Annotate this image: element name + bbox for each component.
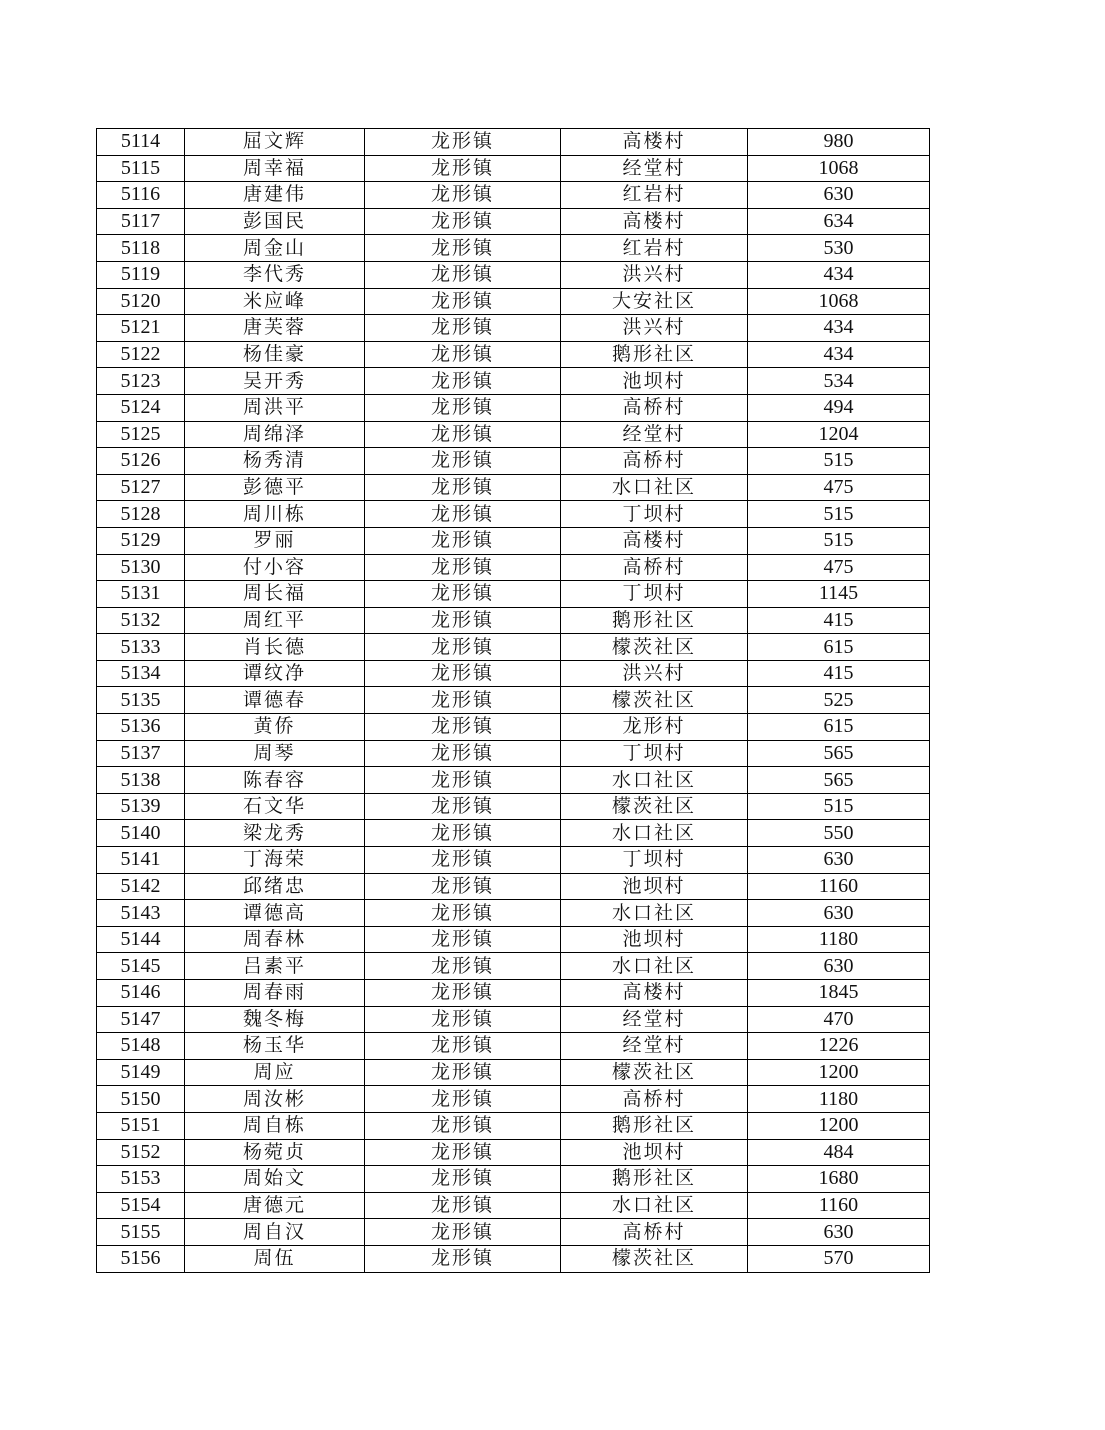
amount-cell: 565 xyxy=(748,740,930,767)
table-row xyxy=(97,687,930,714)
table-row xyxy=(97,1006,930,1033)
serial-number-cell: 5132 xyxy=(97,607,185,634)
table-row xyxy=(97,740,930,767)
town-cell: 龙形镇 xyxy=(365,980,561,1007)
serial-number-cell: 5141 xyxy=(97,847,185,874)
town-cell: 龙形镇 xyxy=(365,235,561,262)
amount-cell: 634 xyxy=(748,208,930,235)
town-cell: 龙形镇 xyxy=(365,368,561,395)
town-cell: 龙形镇 xyxy=(365,607,561,634)
name-cell: 周川栋 xyxy=(185,501,365,528)
serial-number-cell: 5150 xyxy=(97,1086,185,1113)
table-row xyxy=(97,421,930,448)
village-cell: 红岩村 xyxy=(561,235,748,262)
village-cell: 池坝村 xyxy=(561,1139,748,1166)
town-cell: 龙形镇 xyxy=(365,767,561,794)
table-row xyxy=(97,182,930,209)
village-cell: 高桥村 xyxy=(561,554,748,581)
name-cell: 彭国民 xyxy=(185,208,365,235)
serial-number-cell: 5137 xyxy=(97,740,185,767)
amount-cell: 515 xyxy=(748,527,930,554)
town-cell: 龙形镇 xyxy=(365,1086,561,1113)
amount-cell: 565 xyxy=(748,767,930,794)
name-cell: 陈春容 xyxy=(185,767,365,794)
town-cell: 龙形镇 xyxy=(365,182,561,209)
amount-cell: 534 xyxy=(748,368,930,395)
name-cell: 谭德春 xyxy=(185,687,365,714)
town-cell: 龙形镇 xyxy=(365,847,561,874)
serial-number-cell: 5152 xyxy=(97,1139,185,1166)
table-row xyxy=(97,820,930,847)
table-row xyxy=(97,1033,930,1060)
amount-cell: 530 xyxy=(748,235,930,262)
name-cell: 彭德平 xyxy=(185,474,365,501)
serial-number-cell: 5121 xyxy=(97,315,185,342)
name-cell: 邱绪忠 xyxy=(185,873,365,900)
name-cell: 丁海荣 xyxy=(185,847,365,874)
name-cell: 唐建伟 xyxy=(185,182,365,209)
serial-number-cell: 5123 xyxy=(97,368,185,395)
amount-cell: 630 xyxy=(748,900,930,927)
table-row xyxy=(97,1245,930,1272)
village-cell: 高桥村 xyxy=(561,448,748,475)
table-row xyxy=(97,980,930,1007)
amount-cell: 1845 xyxy=(748,980,930,1007)
table-row xyxy=(97,501,930,528)
serial-number-cell: 5127 xyxy=(97,474,185,501)
serial-number-cell: 5149 xyxy=(97,1059,185,1086)
table-row xyxy=(97,235,930,262)
amount-cell: 415 xyxy=(748,660,930,687)
name-cell: 周琴 xyxy=(185,740,365,767)
table-row xyxy=(97,527,930,554)
table-row xyxy=(97,1192,930,1219)
amount-cell: 1226 xyxy=(748,1033,930,1060)
town-cell: 龙形镇 xyxy=(365,527,561,554)
amount-cell: 494 xyxy=(748,394,930,421)
town-cell: 龙形镇 xyxy=(365,1033,561,1060)
table-row xyxy=(97,1112,930,1139)
table-row xyxy=(97,714,930,741)
table-row xyxy=(97,261,930,288)
serial-number-cell: 5151 xyxy=(97,1112,185,1139)
town-cell: 龙形镇 xyxy=(365,660,561,687)
amount-cell: 515 xyxy=(748,501,930,528)
name-cell: 周应 xyxy=(185,1059,365,1086)
village-cell: 洪兴村 xyxy=(561,261,748,288)
serial-number-cell: 5130 xyxy=(97,554,185,581)
table-row xyxy=(97,953,930,980)
table-row xyxy=(97,607,930,634)
name-cell: 屈文辉 xyxy=(185,129,365,156)
village-cell: 池坝村 xyxy=(561,926,748,953)
serial-number-cell: 5128 xyxy=(97,501,185,528)
name-cell: 石文华 xyxy=(185,793,365,820)
village-cell: 大安社区 xyxy=(561,288,748,315)
serial-number-cell: 5117 xyxy=(97,208,185,235)
village-cell: 檬茨社区 xyxy=(561,687,748,714)
town-cell: 龙形镇 xyxy=(365,1245,561,1272)
table-row xyxy=(97,1059,930,1086)
name-cell: 周洪平 xyxy=(185,394,365,421)
serial-number-cell: 5122 xyxy=(97,341,185,368)
table-row xyxy=(97,847,930,874)
serial-number-cell: 5139 xyxy=(97,793,185,820)
village-cell: 丁坝村 xyxy=(561,740,748,767)
table-row xyxy=(97,554,930,581)
amount-cell: 1200 xyxy=(748,1059,930,1086)
name-cell: 杨秀清 xyxy=(185,448,365,475)
village-cell: 经堂村 xyxy=(561,1033,748,1060)
town-cell: 龙形镇 xyxy=(365,394,561,421)
name-cell: 周绵泽 xyxy=(185,421,365,448)
town-cell: 龙形镇 xyxy=(365,714,561,741)
village-cell: 丁坝村 xyxy=(561,847,748,874)
serial-number-cell: 5126 xyxy=(97,448,185,475)
serial-number-cell: 5144 xyxy=(97,926,185,953)
table-row xyxy=(97,634,930,661)
table-row xyxy=(97,1219,930,1246)
name-cell: 周幸福 xyxy=(185,155,365,182)
serial-number-cell: 5133 xyxy=(97,634,185,661)
town-cell: 龙形镇 xyxy=(365,208,561,235)
serial-number-cell: 5124 xyxy=(97,394,185,421)
village-cell: 经堂村 xyxy=(561,421,748,448)
serial-number-cell: 5145 xyxy=(97,953,185,980)
village-cell: 檬茨社区 xyxy=(561,1059,748,1086)
table-row xyxy=(97,368,930,395)
town-cell: 龙形镇 xyxy=(365,953,561,980)
village-cell: 丁坝村 xyxy=(561,581,748,608)
amount-cell: 980 xyxy=(748,129,930,156)
serial-number-cell: 5154 xyxy=(97,1192,185,1219)
village-cell: 高楼村 xyxy=(561,980,748,1007)
town-cell: 龙形镇 xyxy=(365,687,561,714)
town-cell: 龙形镇 xyxy=(365,315,561,342)
village-cell: 鹅形社区 xyxy=(561,1166,748,1193)
name-cell: 周汝彬 xyxy=(185,1086,365,1113)
village-cell: 高桥村 xyxy=(561,1086,748,1113)
name-cell: 魏冬梅 xyxy=(185,1006,365,1033)
serial-number-cell: 5143 xyxy=(97,900,185,927)
name-cell: 杨菀贞 xyxy=(185,1139,365,1166)
serial-number-cell: 5119 xyxy=(97,261,185,288)
town-cell: 龙形镇 xyxy=(365,474,561,501)
serial-number-cell: 5140 xyxy=(97,820,185,847)
table-row xyxy=(97,288,930,315)
village-cell: 洪兴村 xyxy=(561,660,748,687)
town-cell: 龙形镇 xyxy=(365,155,561,182)
village-cell: 鹅形社区 xyxy=(561,607,748,634)
amount-cell: 630 xyxy=(748,953,930,980)
serial-number-cell: 5114 xyxy=(97,129,185,156)
amount-cell: 475 xyxy=(748,554,930,581)
serial-number-cell: 5116 xyxy=(97,182,185,209)
table-row xyxy=(97,873,930,900)
table-row xyxy=(97,155,930,182)
town-cell: 龙形镇 xyxy=(365,793,561,820)
amount-cell: 1068 xyxy=(748,288,930,315)
name-cell: 唐芙蓉 xyxy=(185,315,365,342)
village-cell: 红岩村 xyxy=(561,182,748,209)
village-cell: 水口社区 xyxy=(561,1192,748,1219)
table-row xyxy=(97,1139,930,1166)
amount-cell: 475 xyxy=(748,474,930,501)
amount-cell: 630 xyxy=(748,1219,930,1246)
table-row xyxy=(97,315,930,342)
serial-number-cell: 5134 xyxy=(97,660,185,687)
table-row xyxy=(97,341,930,368)
name-cell: 梁龙秀 xyxy=(185,820,365,847)
amount-cell: 1160 xyxy=(748,873,930,900)
town-cell: 龙形镇 xyxy=(365,820,561,847)
name-cell: 杨玉华 xyxy=(185,1033,365,1060)
town-cell: 龙形镇 xyxy=(365,501,561,528)
table-row xyxy=(97,660,930,687)
town-cell: 龙形镇 xyxy=(365,1059,561,1086)
amount-cell: 1160 xyxy=(748,1192,930,1219)
amount-cell: 550 xyxy=(748,820,930,847)
amount-cell: 434 xyxy=(748,261,930,288)
amount-cell: 1145 xyxy=(748,581,930,608)
name-cell: 周金山 xyxy=(185,235,365,262)
serial-number-cell: 5138 xyxy=(97,767,185,794)
town-cell: 龙形镇 xyxy=(365,129,561,156)
serial-number-cell: 5129 xyxy=(97,527,185,554)
village-cell: 鹅形社区 xyxy=(561,1112,748,1139)
name-cell: 周自栋 xyxy=(185,1112,365,1139)
amount-cell: 515 xyxy=(748,793,930,820)
village-cell: 水口社区 xyxy=(561,900,748,927)
amount-cell: 525 xyxy=(748,687,930,714)
table-row xyxy=(97,581,930,608)
town-cell: 龙形镇 xyxy=(365,1112,561,1139)
amount-cell: 470 xyxy=(748,1006,930,1033)
town-cell: 龙形镇 xyxy=(365,634,561,661)
serial-number-cell: 5156 xyxy=(97,1245,185,1272)
name-cell: 吕素平 xyxy=(185,953,365,980)
village-cell: 鹅形社区 xyxy=(561,341,748,368)
town-cell: 龙形镇 xyxy=(365,900,561,927)
town-cell: 龙形镇 xyxy=(365,1166,561,1193)
town-cell: 龙形镇 xyxy=(365,1219,561,1246)
town-cell: 龙形镇 xyxy=(365,581,561,608)
amount-cell: 484 xyxy=(748,1139,930,1166)
town-cell: 龙形镇 xyxy=(365,873,561,900)
table-row xyxy=(97,926,930,953)
name-cell: 周始文 xyxy=(185,1166,365,1193)
table-row xyxy=(97,129,930,156)
town-cell: 龙形镇 xyxy=(365,1006,561,1033)
serial-number-cell: 5118 xyxy=(97,235,185,262)
table-row xyxy=(97,767,930,794)
amount-cell: 515 xyxy=(748,448,930,475)
name-cell: 周长福 xyxy=(185,581,365,608)
amount-cell: 1200 xyxy=(748,1112,930,1139)
name-cell: 付小容 xyxy=(185,554,365,581)
name-cell: 唐德元 xyxy=(185,1192,365,1219)
town-cell: 龙形镇 xyxy=(365,1192,561,1219)
town-cell: 龙形镇 xyxy=(365,261,561,288)
amount-cell: 1068 xyxy=(748,155,930,182)
village-cell: 高桥村 xyxy=(561,1219,748,1246)
serial-number-cell: 5146 xyxy=(97,980,185,1007)
amount-cell: 415 xyxy=(748,607,930,634)
name-cell: 吴开秀 xyxy=(185,368,365,395)
name-cell: 周自汉 xyxy=(185,1219,365,1246)
amount-cell: 615 xyxy=(748,714,930,741)
town-cell: 龙形镇 xyxy=(365,740,561,767)
serial-number-cell: 5148 xyxy=(97,1033,185,1060)
name-cell: 周春林 xyxy=(185,926,365,953)
town-cell: 龙形镇 xyxy=(365,341,561,368)
serial-number-cell: 5147 xyxy=(97,1006,185,1033)
town-cell: 龙形镇 xyxy=(365,554,561,581)
name-cell: 谭纹净 xyxy=(185,660,365,687)
serial-number-cell: 5136 xyxy=(97,714,185,741)
serial-number-cell: 5125 xyxy=(97,421,185,448)
amount-cell: 615 xyxy=(748,634,930,661)
amount-cell: 570 xyxy=(748,1245,930,1272)
town-cell: 龙形镇 xyxy=(365,448,561,475)
amount-cell: 434 xyxy=(748,341,930,368)
amount-cell: 1180 xyxy=(748,1086,930,1113)
name-cell: 米应峰 xyxy=(185,288,365,315)
serial-number-cell: 5142 xyxy=(97,873,185,900)
roster-table-body xyxy=(97,129,930,1273)
amount-cell: 630 xyxy=(748,847,930,874)
village-cell: 经堂村 xyxy=(561,1006,748,1033)
village-cell: 池坝村 xyxy=(561,873,748,900)
name-cell: 周伍 xyxy=(185,1245,365,1272)
serial-number-cell: 5135 xyxy=(97,687,185,714)
village-cell: 檬茨社区 xyxy=(561,634,748,661)
serial-number-cell: 5131 xyxy=(97,581,185,608)
name-cell: 周春雨 xyxy=(185,980,365,1007)
village-cell: 丁坝村 xyxy=(561,501,748,528)
village-cell: 高桥村 xyxy=(561,394,748,421)
amount-cell: 434 xyxy=(748,315,930,342)
serial-number-cell: 5153 xyxy=(97,1166,185,1193)
table-row xyxy=(97,394,930,421)
village-cell: 水口社区 xyxy=(561,767,748,794)
amount-cell: 1680 xyxy=(748,1166,930,1193)
town-cell: 龙形镇 xyxy=(365,421,561,448)
name-cell: 肖长德 xyxy=(185,634,365,661)
name-cell: 黄侨 xyxy=(185,714,365,741)
village-cell: 洪兴村 xyxy=(561,315,748,342)
village-cell: 池坝村 xyxy=(561,368,748,395)
amount-cell: 1180 xyxy=(748,926,930,953)
name-cell: 谭德高 xyxy=(185,900,365,927)
table-row xyxy=(97,1166,930,1193)
name-cell: 罗丽 xyxy=(185,527,365,554)
village-cell: 檬茨社区 xyxy=(561,1245,748,1272)
table-row xyxy=(97,448,930,475)
village-cell: 高楼村 xyxy=(561,129,748,156)
table-row xyxy=(97,793,930,820)
roster-table xyxy=(96,128,930,1273)
serial-number-cell: 5115 xyxy=(97,155,185,182)
village-cell: 水口社区 xyxy=(561,820,748,847)
name-cell: 李代秀 xyxy=(185,261,365,288)
table-row xyxy=(97,474,930,501)
town-cell: 龙形镇 xyxy=(365,288,561,315)
village-cell: 高楼村 xyxy=(561,208,748,235)
village-cell: 高楼村 xyxy=(561,527,748,554)
village-cell: 水口社区 xyxy=(561,474,748,501)
serial-number-cell: 5120 xyxy=(97,288,185,315)
town-cell: 龙形镇 xyxy=(365,926,561,953)
amount-cell: 630 xyxy=(748,182,930,209)
name-cell: 杨佳豪 xyxy=(185,341,365,368)
village-cell: 檬茨社区 xyxy=(561,793,748,820)
town-cell: 龙形镇 xyxy=(365,1139,561,1166)
village-cell: 龙形村 xyxy=(561,714,748,741)
amount-cell: 1204 xyxy=(748,421,930,448)
table-row xyxy=(97,1086,930,1113)
table-row xyxy=(97,900,930,927)
name-cell: 周红平 xyxy=(185,607,365,634)
village-cell: 水口社区 xyxy=(561,953,748,980)
serial-number-cell: 5155 xyxy=(97,1219,185,1246)
village-cell: 经堂村 xyxy=(561,155,748,182)
table-row xyxy=(97,208,930,235)
